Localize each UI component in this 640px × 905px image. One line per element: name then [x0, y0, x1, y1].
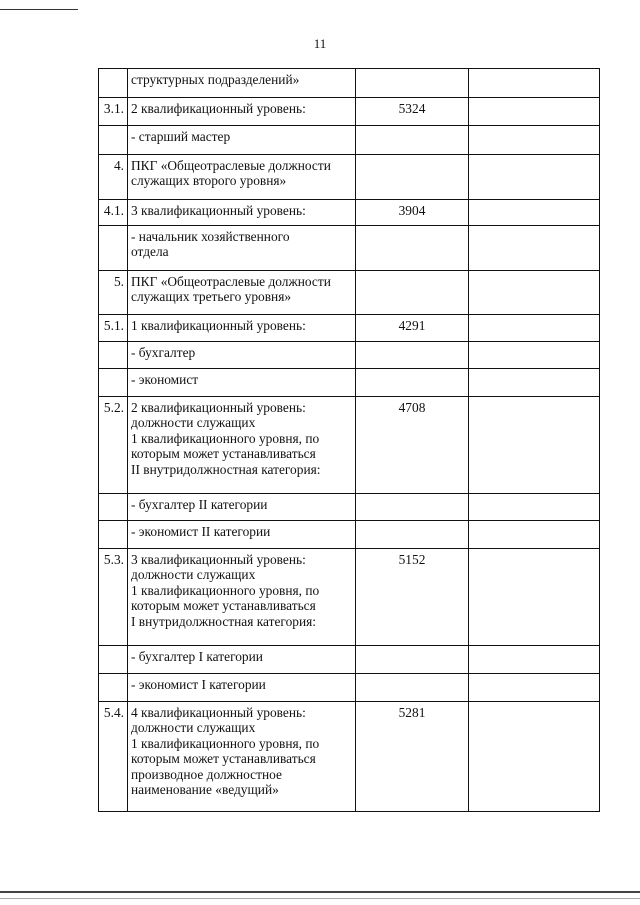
- row-number: [99, 674, 128, 702]
- row-extra-cell: [469, 342, 600, 369]
- row-extra-cell: [469, 98, 600, 126]
- table-row: [99, 98, 600, 126]
- row-number: [99, 521, 128, 549]
- row-number: 4.: [99, 155, 128, 200]
- row-position-name: ПКГ «Общеотраслевые должности служащих третьего уровня»: [128, 271, 356, 315]
- salary-table-body: [99, 69, 600, 812]
- row-extra-cell: [469, 155, 600, 200]
- table-row: [99, 369, 600, 397]
- row-extra-cell: [469, 494, 600, 521]
- table-row: [99, 674, 600, 702]
- table-row: [99, 271, 600, 315]
- row-position-name: 2 квалификационный уровень:: [128, 98, 356, 126]
- row-extra-cell: [469, 69, 600, 98]
- row-number: [99, 342, 128, 369]
- table-row: [99, 69, 600, 98]
- row-position-name: 3 квалификационный уровень:: [128, 200, 356, 226]
- table-row: [99, 646, 600, 674]
- row-extra-cell: [469, 226, 600, 271]
- row-extra-cell: [469, 126, 600, 155]
- row-salary-value: [356, 369, 469, 397]
- row-salary-value: [356, 155, 469, 200]
- table-row: [99, 549, 600, 646]
- table-row: [99, 155, 600, 200]
- row-salary-value: 4708: [356, 397, 469, 494]
- row-salary-value: [356, 646, 469, 674]
- row-salary-value: 5152: [356, 549, 469, 646]
- row-extra-cell: [469, 521, 600, 549]
- table-row: [99, 521, 600, 549]
- row-number: 5.: [99, 271, 128, 315]
- row-position-name: структурных подразделений»: [128, 69, 356, 98]
- row-position-name: - начальник хозяйственного отдела: [128, 226, 356, 271]
- table-row: [99, 342, 600, 369]
- row-number: 4.1.: [99, 200, 128, 226]
- table-row: [99, 702, 600, 812]
- row-position-name: - бухгалтер: [128, 342, 356, 369]
- row-extra-cell: [469, 315, 600, 342]
- row-position-name: - бухгалтер I категории: [128, 646, 356, 674]
- table-row: [99, 315, 600, 342]
- row-extra-cell: [469, 674, 600, 702]
- row-salary-value: [356, 126, 469, 155]
- row-position-name: - экономист II категории: [128, 521, 356, 549]
- row-number: 3.1.: [99, 98, 128, 126]
- row-number: 5.3.: [99, 549, 128, 646]
- row-number: 5.4.: [99, 702, 128, 812]
- row-extra-cell: [469, 646, 600, 674]
- row-position-name: 2 квалификационный уровень: должности служащих 1 квалификационного уровня, по которым может устанавливаться II внутридолжностная категория:: [128, 397, 356, 494]
- salary-table: [98, 68, 600, 812]
- row-number: [99, 226, 128, 271]
- row-salary-value: [356, 674, 469, 702]
- row-salary-value: [356, 226, 469, 271]
- row-position-name: 3 квалификационный уровень: должности служащих 1 квалификационного уровня, по которым может устанавливаться I внутридолжностная категория:: [128, 549, 356, 646]
- row-number: [99, 369, 128, 397]
- row-salary-value: 5281: [356, 702, 469, 812]
- row-salary-value: [356, 271, 469, 315]
- row-position-name: - экономист: [128, 369, 356, 397]
- row-number: [99, 646, 128, 674]
- row-number: 5.1.: [99, 315, 128, 342]
- row-salary-value: [356, 494, 469, 521]
- table-row: [99, 397, 600, 494]
- scan-edge-line-bottom-faint: [0, 898, 640, 899]
- row-position-name: - экономист I категории: [128, 674, 356, 702]
- row-extra-cell: [469, 397, 600, 494]
- row-number: [99, 69, 128, 98]
- row-position-name: - старший мастер: [128, 126, 356, 155]
- row-position-name: - бухгалтер II категории: [128, 494, 356, 521]
- page-number: 11: [313, 36, 327, 51]
- row-extra-cell: [469, 549, 600, 646]
- row-extra-cell: [469, 200, 600, 226]
- scan-edge-line-top: [0, 9, 78, 10]
- row-position-name: 1 квалификационный уровень:: [128, 315, 356, 342]
- scan-edge-line-bottom: [0, 891, 640, 893]
- row-extra-cell: [469, 271, 600, 315]
- row-position-name: ПКГ «Общеотраслевые должности служащих второго уровня»: [128, 155, 356, 200]
- row-salary-value: [356, 521, 469, 549]
- row-number: [99, 494, 128, 521]
- table-row: [99, 200, 600, 226]
- row-position-name: 4 квалификационный уровень: должности служащих 1 квалификационного уровня, по которым может устанавливаться производное должностное наименование «ведущий»: [128, 702, 356, 812]
- row-salary-value: 4291: [356, 315, 469, 342]
- row-salary-value: 5324: [356, 98, 469, 126]
- row-extra-cell: [469, 702, 600, 812]
- row-extra-cell: [469, 369, 600, 397]
- row-number: [99, 126, 128, 155]
- table-row: [99, 226, 600, 271]
- row-salary-value: [356, 342, 469, 369]
- row-salary-value: 3904: [356, 200, 469, 226]
- table-row: [99, 126, 600, 155]
- table-row: [99, 494, 600, 521]
- row-salary-value: [356, 69, 469, 98]
- row-number: 5.2.: [99, 397, 128, 494]
